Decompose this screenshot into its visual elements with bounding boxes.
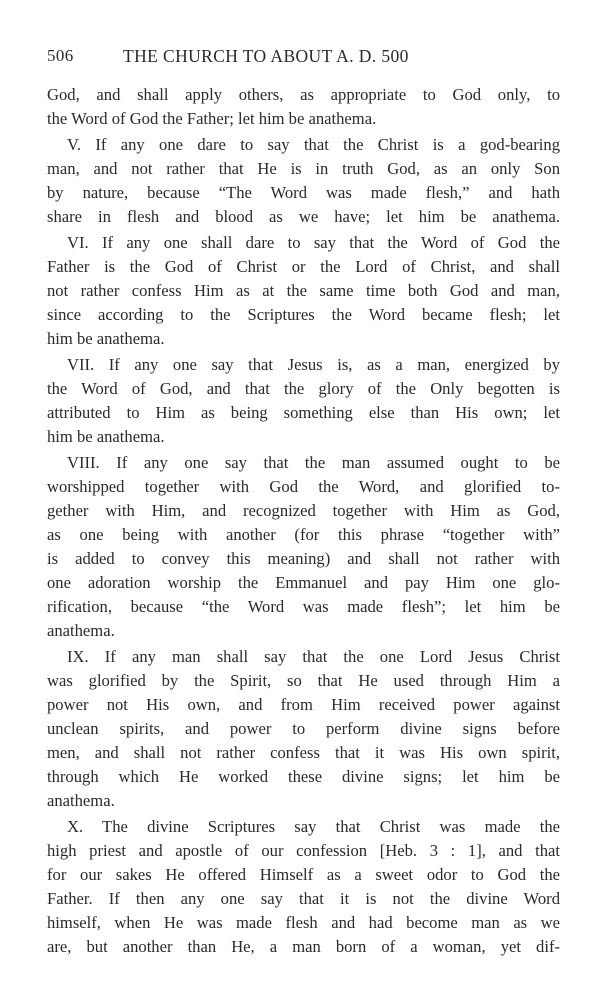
text-line: the Word of God, and that the glory of the Only begotten is	[47, 379, 560, 398]
paragraph-anathema-x	[47, 815, 560, 959]
text-line: anathema.	[47, 621, 115, 640]
text-line: X. The divine Scriptures say that Christ was made the	[67, 817, 560, 836]
text-line: V. If any one dare to say that the Christ is a god-bearing	[67, 135, 560, 154]
text-line: VIII. If any one say that the man assumed ought to be	[67, 453, 560, 472]
text-line: high priest and apostle of our confession [Heb. 3 : 1], and that	[47, 841, 560, 860]
text-line: him be anathema.	[47, 329, 165, 348]
paragraph-anathema-ix	[47, 645, 560, 813]
text-line: one adoration worship the Emmanuel and pay Him one glo-	[47, 573, 560, 592]
text-line: IX. If any man shall say that the one Lord Jesus Christ	[67, 647, 560, 666]
paragraph-continuation	[47, 83, 560, 131]
text-line: is added to convey this meaning) and shall not rather with	[47, 549, 560, 568]
text-line: Father. If then any one say that it is not the divine Word	[47, 889, 560, 908]
text-line: attributed to Him as being something else than His own; let	[47, 403, 560, 422]
page-body	[47, 83, 560, 959]
paragraph-anathema-viii	[47, 451, 560, 643]
text-line: not rather confess Him as at the same time both God and man,	[47, 281, 560, 300]
text-line: through which He worked these divine signs; let him be	[47, 767, 560, 786]
text-line: Father is the God of Christ or the Lord of Christ, and shall	[47, 257, 560, 276]
running-head	[47, 44, 560, 68]
text-line: men, and shall not rather confess that it was His own spirit,	[47, 743, 560, 762]
text-line: are, but another than He, a man born of a woman, yet dif-	[47, 937, 560, 956]
text-line: himself, when He was made flesh and had become man as we	[47, 913, 560, 932]
paragraph-anathema-vi	[47, 231, 560, 351]
text-line: was glorified by the Spirit, so that He used through Him a	[47, 671, 560, 690]
book-page	[47, 44, 560, 959]
text-line: VII. If any one say that Jesus is, as a man, energized by	[67, 355, 560, 374]
text-line: VI. If any one shall dare to say that the Word of God the	[67, 233, 560, 252]
text-line: gether with Him, and recognized together with Him as God,	[47, 501, 560, 520]
text-line: God, and shall apply others, as appropriate to God only, to	[47, 85, 560, 104]
page-number: 506	[47, 46, 74, 65]
text-line: anathema.	[47, 791, 115, 810]
text-line: share in flesh and blood as we have; let him be anathema.	[47, 207, 560, 226]
text-line: power not His own, and from Him received power against	[47, 695, 560, 714]
text-line: rification, because “the Word was made flesh”; let him be	[47, 597, 560, 616]
paragraph-anathema-vii	[47, 353, 560, 449]
running-title: THE CHURCH TO ABOUT A. D. 500	[123, 46, 409, 66]
text-line: the Word of God the Father; let him be anathema.	[47, 109, 377, 128]
text-line: since according to the Scriptures the Word became flesh; let	[47, 305, 560, 324]
text-line: man, and not rather that He is in truth God, as an only Son	[47, 159, 560, 178]
text-line: unclean spirits, and power to perform divine signs before	[47, 719, 560, 738]
text-line: worshipped together with God the Word, and glorified to-	[47, 477, 560, 496]
text-line: for our sakes He offered Himself as a sweet odor to God the	[47, 865, 560, 884]
paragraph-anathema-v	[47, 133, 560, 229]
text-line: by nature, because “The Word was made flesh,” and hath	[47, 183, 560, 202]
text-line: as one being with another (for this phrase “together with”	[47, 525, 560, 544]
text-line: him be anathema.	[47, 427, 165, 446]
